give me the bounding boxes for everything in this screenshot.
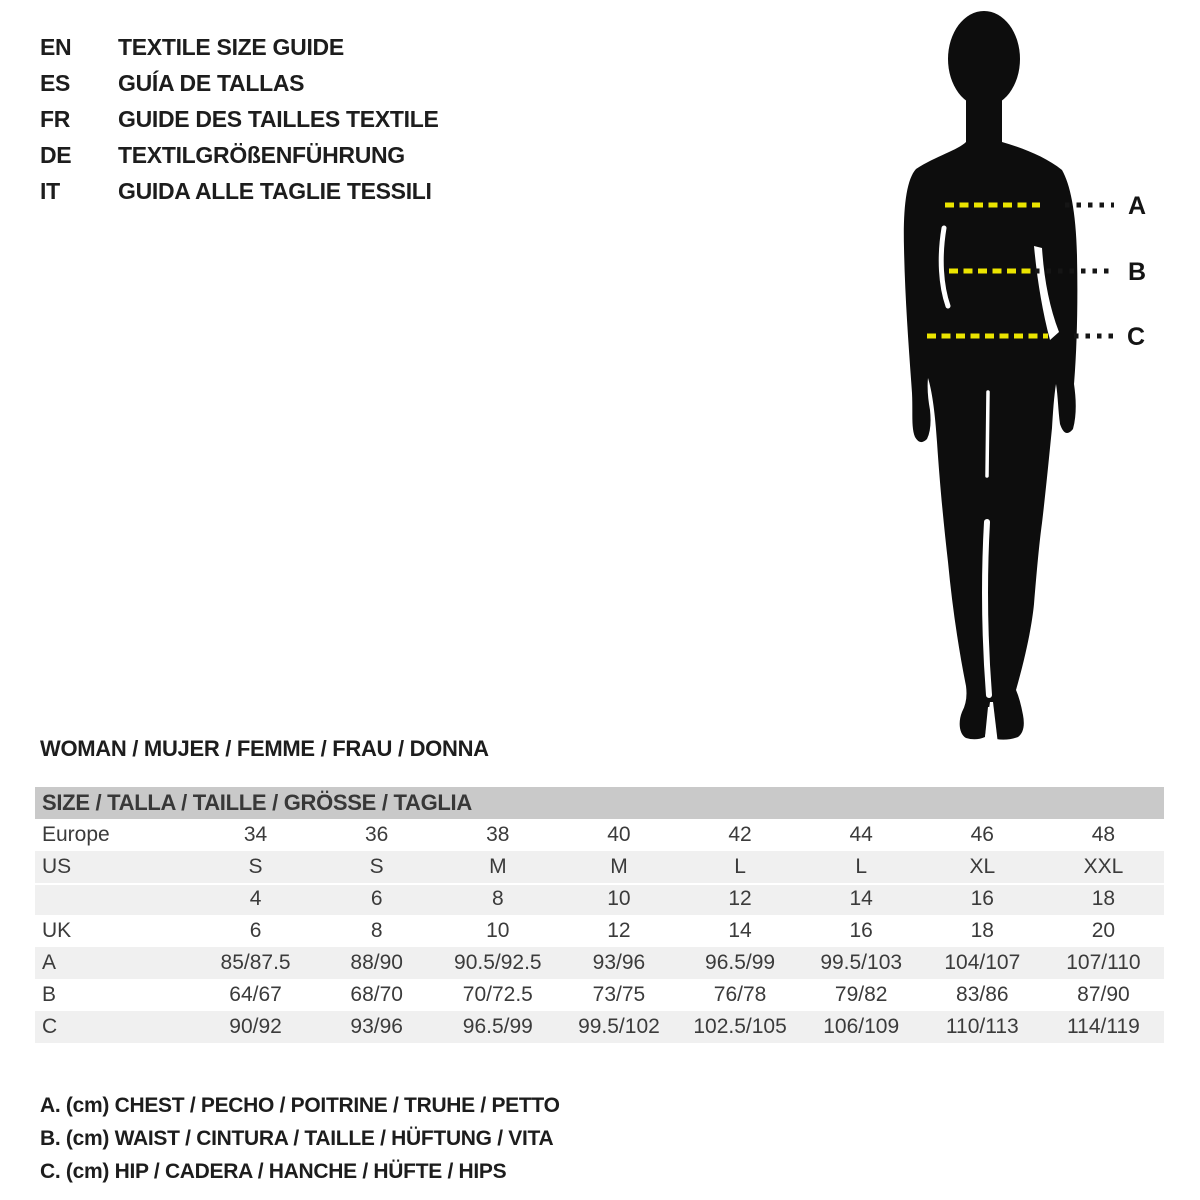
row-label: A [42, 951, 57, 974]
language-title-list [40, 29, 439, 209]
size-cell: 40 [607, 823, 631, 846]
size-cell: 99.5/102 [578, 1015, 660, 1038]
size-cell: L [855, 855, 868, 878]
size-cell: 14 [849, 887, 873, 910]
size-cell: 38 [486, 823, 510, 846]
size-cell: 76/78 [713, 983, 767, 1006]
guide-title: GUÍA DE TALLAS [118, 69, 305, 96]
size-cell: 44 [849, 823, 873, 846]
row-label: US [42, 855, 72, 878]
woman-silhouette [904, 95, 1078, 740]
language-code: DE [40, 141, 72, 168]
woman-silhouette-head [948, 11, 1020, 107]
size-cell: XL [969, 855, 996, 878]
size-cell: 14 [728, 919, 752, 942]
size-cell: M [610, 855, 628, 878]
marker-label-a: A [1128, 192, 1147, 220]
guide-title: TEXTILGRÖßENFÜHRUNG [118, 141, 405, 168]
language-code: EN [40, 33, 72, 60]
marker-label-c: C [1127, 323, 1146, 351]
size-cell: 85/87.5 [220, 951, 291, 974]
row-label: C [42, 1015, 58, 1038]
table-row-hip-c [35, 1011, 1164, 1043]
size-cell: 68/70 [350, 983, 403, 1006]
size-cell: 96.5/99 [462, 1015, 533, 1038]
table-row-us [35, 851, 1164, 883]
size-cell: 96.5/99 [705, 951, 776, 974]
table-row-us-numeric [35, 883, 1164, 915]
size-cell: 8 [491, 887, 504, 910]
size-cell: 16 [849, 919, 873, 942]
row-label: B [42, 983, 57, 1006]
size-cell: 48 [1091, 823, 1116, 846]
size-cell: 8 [370, 919, 383, 942]
size-cell: 46 [970, 823, 994, 846]
guide-title: GUIDA ALLE TAGLIE TESSILI [118, 177, 432, 204]
size-cell: 107/110 [1066, 951, 1141, 974]
legend-item-hip: C. (cm) HIP / CADERA / HANCHE / HÜFTE / HIPS [40, 1159, 507, 1183]
size-table-header: SIZE / TALLA / TAILLE / GRÖSSE / TAGLIA [35, 787, 1164, 819]
upper-leg-gap [987, 392, 988, 476]
language-row [40, 173, 439, 209]
language-row [40, 65, 439, 101]
size-cell: 12 [607, 919, 631, 942]
size-cell: 93/96 [350, 1015, 403, 1038]
measurement-figure [850, 0, 1200, 756]
guide-title: GUIDE DES TAILLES TEXTILE [118, 105, 439, 132]
guide-title: TEXTILE SIZE GUIDE [118, 33, 344, 60]
size-cell: 12 [728, 887, 752, 910]
row-label: Europe [42, 823, 110, 846]
size-cell: S [248, 855, 263, 878]
size-cell: 10 [486, 919, 510, 942]
size-cell: 6 [249, 919, 262, 942]
size-cell: M [489, 855, 507, 878]
size-cell: 18 [1091, 887, 1116, 910]
size-cell: 16 [970, 887, 994, 910]
size-cell: 18 [970, 919, 994, 942]
row-label [35, 883, 195, 915]
size-cell: 88/90 [350, 951, 403, 974]
size-cell: 87/90 [1077, 983, 1130, 1006]
size-cell: 102.5/105 [693, 1015, 787, 1038]
size-cell: 114/119 [1067, 1015, 1140, 1038]
size-cell: 93/96 [592, 951, 646, 974]
section-title: WOMAN / MUJER / FEMME / FRAU / DONNA [40, 736, 489, 761]
size-cell: L [734, 855, 746, 878]
size-cell: 90/92 [229, 1015, 282, 1038]
size-cell: 106/109 [823, 1015, 900, 1038]
legend-item-waist: B. (cm) WAIST / CINTURA / TAILLE / HÜFTUNG / VITA [40, 1126, 554, 1150]
size-cell: 36 [365, 823, 389, 846]
size-cell: 10 [607, 887, 631, 910]
language-row [40, 137, 439, 173]
size-cell: 110/113 [945, 1015, 1019, 1038]
language-row [40, 101, 439, 137]
size-cell: 104/107 [944, 951, 1021, 974]
size-cell: 90.5/92.5 [454, 951, 542, 974]
table-row-chest-a [35, 947, 1164, 979]
language-code: IT [40, 177, 60, 204]
measurement-legend [40, 1089, 560, 1188]
size-cell: 70/72.5 [462, 983, 533, 1006]
size-cell: 42 [728, 823, 752, 846]
language-code: ES [40, 69, 71, 96]
marker-label-b: B [1128, 258, 1147, 286]
size-cell: 20 [1091, 919, 1116, 942]
legend-item-chest: A. (cm) CHEST / PECHO / POITRINE / TRUHE / PETTO [40, 1093, 560, 1117]
size-cell: 79/82 [834, 983, 888, 1006]
row-label: UK [42, 919, 72, 942]
size-cell: 83/86 [956, 983, 1009, 1006]
language-row [40, 29, 439, 65]
table-row-europe [35, 819, 1164, 851]
size-cell: 4 [249, 887, 262, 910]
size-cell: 34 [243, 823, 268, 846]
table-row-uk [35, 915, 1164, 947]
table-row-waist-b [35, 979, 1164, 1011]
size-cell: 99.5/103 [820, 951, 903, 974]
woman-silhouette-svg [850, 0, 1200, 756]
size-cell: S [369, 855, 384, 878]
size-cell: 64/67 [229, 983, 282, 1006]
size-cell: XXL [1083, 855, 1124, 878]
size-table [35, 787, 1164, 1043]
language-code: FR [40, 105, 71, 132]
size-cell: 6 [370, 887, 383, 910]
size-cell: 73/75 [592, 983, 646, 1006]
